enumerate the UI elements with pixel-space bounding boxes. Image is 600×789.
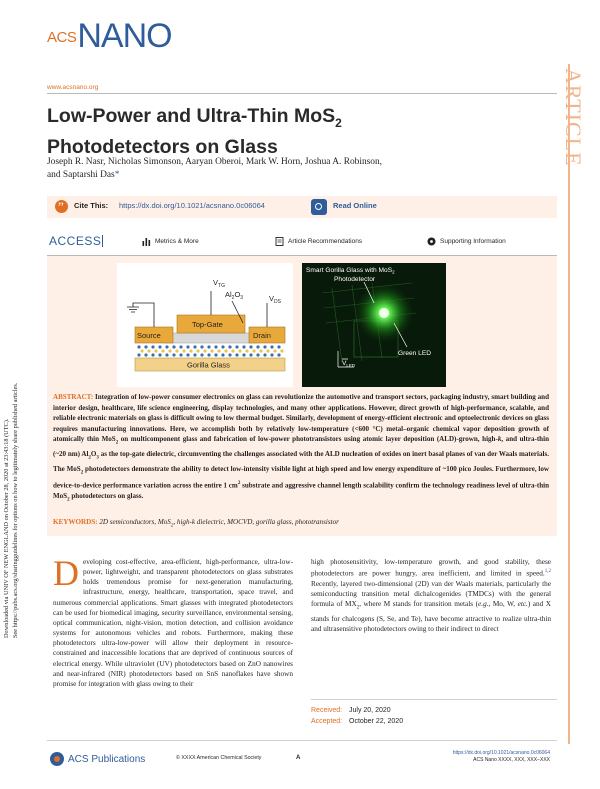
o-text: O: [234, 290, 241, 299]
authors-line1[interactable]: Joseph R. Nasr, Nicholas Simonson, Aaryan Oberoi, Mark W. Horn, Joshua A. Robinson,: [47, 157, 383, 167]
publisher-name: ACS Publications: [68, 753, 146, 765]
abstract-p1: Integration of low-power consumer electronics on glass can revolutionize the automotive and transport sectors, packaging industry, smart building and interior design, healthcare, life science engineering, display technologies, and many other applications. However, direct growth of high-performance, scalable, and reliable electronic materials on glass is difficult owing to low thermal budget. Similarly, development of energy-efficient electronic and optoelectronic devices on glass requires manufacturing innovations. Here, we accomplish both by relatively low-temperature (<600 °C) metal–organic chemical vapor deposition growth of atomically thin MoS: [53, 393, 549, 444]
source-label: Source: [137, 331, 161, 340]
abstract-sub-c: 3: [96, 455, 99, 461]
supporting-info-link[interactable]: Supporting Information: [440, 238, 506, 245]
topgate-label: Top-Gate: [192, 320, 223, 329]
download-note-line2: See https://pubs.acs.org/sharingguidelines for options on how to legitimately share published articles.: [12, 382, 19, 638]
body-col2-a: high photosensitivity, low-temperature growth, and good stability, these photodetectors are power hungry, area inefficient, and limited in speed.: [311, 558, 551, 578]
abstract-sup: 2: [237, 481, 241, 487]
drain-label: Drain: [253, 331, 271, 340]
bar-chart-icon: [142, 237, 151, 246]
abstract-sub-e: 2: [67, 497, 70, 503]
footer-citation: [430, 750, 550, 764]
body-col2-b: Recently, layered two-dimensional (2D) van der Waals materials, particularly the semiconducting transition metal dichalcogenides (TMDCs) with the general formula of MX: [311, 579, 551, 609]
copyright: © XXXX American Chemical Society: [176, 755, 262, 761]
journal-logo-prefix: ACS: [47, 29, 77, 46]
author-list: [47, 156, 547, 182]
accepted-date: October 22, 2020: [349, 718, 404, 725]
keywords-label: KEYWORDS:: [53, 518, 98, 526]
abstract-p4: , and ultra-thin (~20 nm) Al: [53, 435, 549, 459]
dates-divider: [311, 699, 557, 700]
footer-journal-ref: ACS Nano XXXX, XXX, XXX−XXX: [473, 757, 550, 763]
photo-caption: [306, 267, 395, 275]
body-col2-etc: etc.: [517, 600, 528, 609]
abstract-p9: photodetectors on glass.: [69, 492, 144, 501]
green-led: [379, 308, 389, 318]
body-col2-c: , where M stands for transition metals (: [359, 600, 479, 609]
abstract-sub-a: 2: [115, 440, 119, 446]
authors-line2[interactable]: and Saptarshi Das: [47, 170, 115, 180]
abstract-label: ABSTRACT:: [53, 393, 94, 401]
photo-caption-line2: Photodetector: [334, 276, 376, 283]
vled-text: V: [342, 360, 347, 367]
journal-logo-name: NANO: [77, 17, 172, 55]
vtg-text: V: [213, 278, 219, 287]
title-sub: 2: [335, 115, 342, 130]
abstract-p3: k: [497, 435, 502, 444]
body-col1-text: eveloping cost-effective, area-efficient, high-performance, ultra-low-power, lightweight, and transparent photodetectors on glass substrates holds tremendous promise for next-generation manufacturing, infrastructure, energy, healthcare, transportation, space travel, and numerous commercial applications. Smart glasses with integrated photodetectors can be used for biomedical imaging, security surveillance, environmental sensing, optical communication, night-vision, motion detection, and collision avoidance systems for autonomous vehicles and robots. Furthermore, making these photodetectors ultra-low-power will allow their deployment in resource-constrained and inaccessible locations that are deprived of continuous sources of electrical energy. While ultraviolet (UV) photodetectors based on ZnO nanowires and near-infrared (NIR) photodetectors based on SnS nanoflakes have shown promise for integration with glass owing to their: [53, 558, 293, 688]
metrics-link[interactable]: Metrics & More: [155, 238, 199, 245]
vds-label: [269, 294, 282, 305]
device-photo-svg: [302, 263, 446, 387]
cite-label: Cite This:: [74, 201, 109, 210]
body-col2-sub: 2: [356, 605, 360, 611]
section-label-text: ARTICLE: [561, 68, 586, 167]
abstract-p6: as the top-gate dielectric, circumventing the challenges associated with the ALD nucleation of oxides on inert basal planes of van der Waals materials. The MoS: [53, 450, 549, 474]
photo-caption-sub: 2: [392, 269, 395, 275]
reference-link[interactable]: 1,2: [544, 569, 551, 575]
abstract-sub-b: 2: [88, 455, 91, 461]
body-col2-d: , Mo, W,: [488, 600, 518, 609]
page-number: A: [296, 755, 301, 761]
body-column-1: [53, 553, 293, 689]
access-bar: [47, 234, 557, 250]
acs-publications-icon: [50, 752, 64, 766]
device-schematic: [117, 263, 293, 387]
access-divider: [102, 235, 103, 247]
cite-bar: [47, 196, 557, 218]
vtg-sub: TG: [218, 283, 225, 289]
footer-divider: [47, 740, 557, 741]
quote-icon: [55, 200, 68, 213]
header-divider: [47, 93, 557, 94]
article-dates: [311, 705, 551, 727]
keywords: [53, 518, 549, 528]
al-sub: 2: [231, 295, 235, 301]
journal-logo: [47, 17, 172, 55]
mos2-layer: [135, 343, 285, 357]
article-icon: [275, 237, 284, 246]
body-column-2: [311, 557, 551, 634]
vled-sub: LED: [346, 363, 356, 368]
oxide-layer: [165, 333, 257, 343]
vds-sub: DS: [274, 299, 281, 305]
vds-text: V: [269, 294, 275, 303]
corresponding-author-mark[interactable]: *: [114, 170, 120, 180]
device-schematic-svg: [117, 263, 293, 387]
photo-caption-1: Smart Gorilla Glass with MoS: [306, 267, 393, 274]
read-online-icon[interactable]: [311, 199, 327, 215]
drop-cap: D: [53, 553, 79, 593]
body-col2-eg: e.g.: [478, 600, 489, 609]
o-sub: 3: [240, 295, 244, 301]
download-note-line1: Downloaded via UNIV OF NEW ENGLAND on October 28, 2020 at 23:43:18 (UTC).: [3, 418, 10, 638]
glass-label: Gorilla Glass: [187, 360, 230, 370]
publisher-logo[interactable]: [50, 752, 145, 766]
al-text: Al: [225, 290, 232, 299]
recommendations-link[interactable]: Article Recommendations: [288, 238, 363, 245]
download-note: [2, 258, 24, 638]
supporting-info-icon: [427, 237, 436, 246]
abstract-p8: substrate and aggressive channel length scalability confirm the technology readiness level of ultra-thin MoS: [53, 481, 549, 501]
section-label: [562, 68, 588, 186]
journal-website-link[interactable]: www.acsnano.org: [47, 84, 99, 91]
body-col2-e: ) and X stands for chalcogens (S, Se, and Te), have become attractive to realize ultra-thin and ultrasensitive photodetectors owing to their indirect to direct: [311, 600, 552, 633]
footer-doi-link[interactable]: https://dx.doi.org/10.1021/acsnano.0c06064: [452, 750, 550, 756]
received-label: Received:: [311, 707, 343, 714]
title-part1: Low-Power and Ultra-Thin MoS: [47, 105, 336, 127]
doi-link[interactable]: https://dx.doi.org/10.1021/acsnano.0c06064: [119, 201, 265, 210]
accepted-label: Accepted:: [311, 718, 343, 725]
vtg-label: [213, 278, 225, 289]
green-led-label: Green LED: [398, 350, 431, 357]
abstract-p2: on multicomponent glass and fabrication of low-power phototransistors using atomic layer deposition (ALD)-grown, high-: [118, 435, 498, 444]
article-title: [47, 104, 547, 159]
abstract-p5: O: [90, 450, 97, 459]
device-photo: [302, 263, 446, 387]
abstract-text: [53, 392, 549, 506]
keywords-text: 2D semiconductors, MoS: [99, 518, 171, 526]
received-date: July 20, 2020: [349, 707, 391, 714]
read-online-button[interactable]: Read Online: [333, 201, 377, 210]
al2o3-label: [225, 290, 243, 301]
abstract-sub-d: 2: [80, 470, 84, 476]
keywords-text2: , high-k dielectric, MOCVD, gorilla glass, phototransistor: [173, 518, 339, 526]
title-part2: Photodetectors on Glass: [47, 135, 278, 158]
access-label: ACCESS: [49, 234, 102, 248]
abstract-p7: photodetectors demonstrate the ability to detect low-intensity visible light at high speed and low energy expenditure of ~100 pico Joules. Furthermore, low device-to-device performance variation across the entire 1 cm: [53, 465, 549, 490]
keywords-sub: 2: [170, 523, 174, 529]
